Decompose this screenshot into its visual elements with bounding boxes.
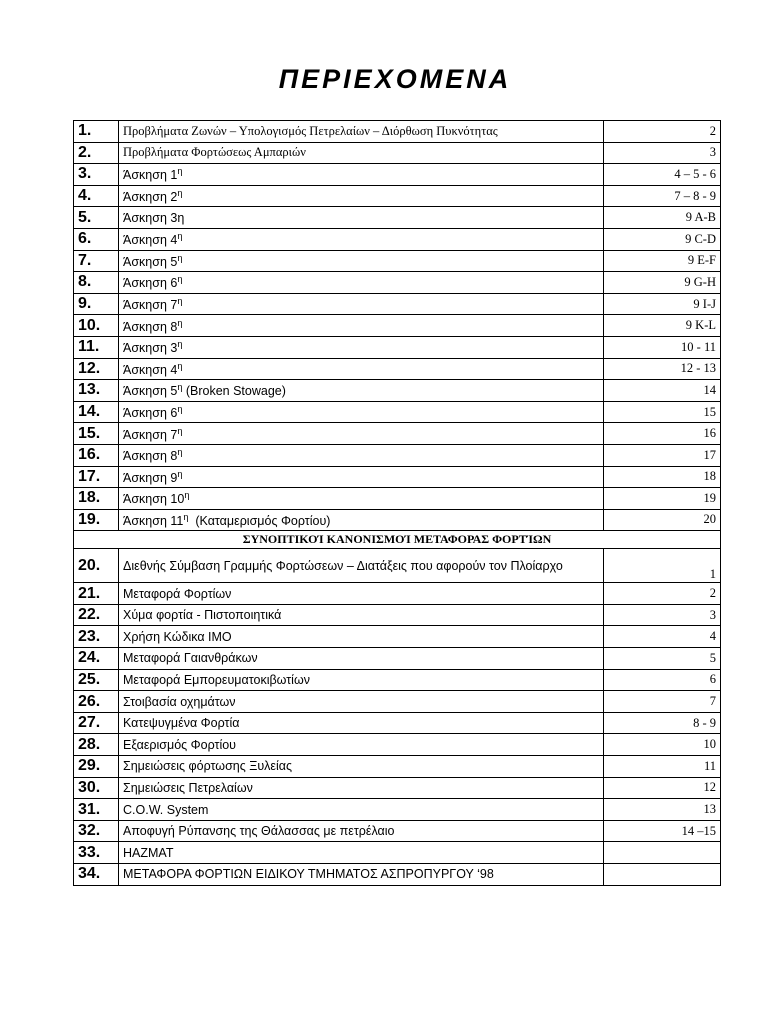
entry-page: 10 - 11 bbox=[604, 336, 721, 358]
entry-number: 34. bbox=[74, 864, 119, 886]
toc-row bbox=[74, 142, 721, 164]
entry-title-suffix: (Καταμερισμός Φορτίου) bbox=[188, 514, 331, 529]
entry-title bbox=[119, 756, 604, 778]
toc-row bbox=[74, 509, 721, 531]
entry-title bbox=[119, 712, 604, 734]
entry-number: 25. bbox=[74, 669, 119, 691]
page-title: ΠΕΡΙΕΧΟΜΕΝΑ bbox=[278, 64, 512, 94]
entry-title-text: Άσκηση 3η bbox=[123, 210, 185, 225]
entry-page: 3 bbox=[604, 604, 721, 626]
toc-row bbox=[74, 604, 721, 626]
entry-page bbox=[604, 842, 721, 864]
entry-title-ordinal: η bbox=[177, 295, 183, 306]
entry-number: 28. bbox=[74, 734, 119, 756]
entry-title-text: Αποφυγή Ρύπανσης της Θάλασσας με πετρέλαιο bbox=[123, 824, 395, 839]
entry-page: 16 bbox=[604, 423, 721, 445]
entry-title-text: Άσκηση 10 bbox=[123, 492, 185, 507]
entry-title bbox=[119, 488, 604, 510]
entry-title bbox=[119, 272, 604, 294]
toc-row bbox=[74, 488, 721, 510]
entry-page: 14 bbox=[604, 380, 721, 402]
entry-number: 6. bbox=[74, 228, 119, 250]
entry-title bbox=[119, 799, 604, 821]
entry-title bbox=[119, 820, 604, 842]
entry-number: 17. bbox=[74, 466, 119, 488]
toc-row bbox=[74, 444, 721, 466]
entry-title-text: Άσκηση 4 bbox=[123, 362, 178, 377]
entry-number: 2. bbox=[74, 142, 119, 164]
entry-title bbox=[119, 250, 604, 272]
entry-page: 9 A-B bbox=[604, 207, 721, 229]
entry-title-text: Σημειώσεις Πετρελαίων bbox=[123, 780, 253, 795]
toc-row bbox=[74, 756, 721, 778]
entry-number: 5. bbox=[74, 207, 119, 229]
toc-row bbox=[74, 626, 721, 648]
section-heading: ΣΥΝΟΠΤΙΚΟΊ ΚΑΝΟΝΙΣΜΟΊ ΜΕΤΑΦΟΡΑΣ ΦΟΡΤΊΩΝ bbox=[74, 531, 721, 549]
entry-number: 24. bbox=[74, 648, 119, 670]
entry-title-ordinal: η bbox=[177, 252, 183, 263]
toc-row bbox=[74, 228, 721, 250]
entry-title-ordinal: η bbox=[177, 274, 183, 285]
entry-title-ordinal: η bbox=[177, 188, 183, 198]
entry-page: 4 – 5 - 6 bbox=[604, 164, 721, 186]
entry-title-text: Εξαερισμός Φορτίου bbox=[123, 737, 237, 752]
entry-title-text: Διεθνής Σύμβαση Γραμμής Φορτώσεων – Διατάξεις που αφορούν τον Πλοίαρχο bbox=[123, 558, 563, 573]
toc-table bbox=[73, 120, 721, 886]
toc-row bbox=[74, 691, 721, 713]
toc-row bbox=[74, 380, 721, 402]
entry-number: 12. bbox=[74, 358, 119, 380]
entry-page: 9 I-J bbox=[604, 293, 721, 315]
entry-number: 29. bbox=[74, 756, 119, 778]
entry-number: 21. bbox=[74, 583, 119, 605]
entry-page: 20 bbox=[604, 509, 721, 531]
entry-title bbox=[119, 626, 604, 648]
entry-page bbox=[604, 864, 721, 886]
entry-page: 6 bbox=[604, 669, 721, 691]
entry-number: 9. bbox=[74, 293, 119, 315]
entry-number: 19. bbox=[74, 509, 119, 531]
entry-page: 7 bbox=[604, 691, 721, 713]
entry-number: 4. bbox=[74, 185, 119, 207]
entry-page: 9 C-D bbox=[604, 228, 721, 250]
entry-title bbox=[119, 164, 604, 186]
entry-title bbox=[119, 423, 604, 445]
entry-title-text: Μεταφορά Εμπορευματοκιβωτίων bbox=[123, 672, 310, 687]
entry-number: 14. bbox=[74, 401, 119, 423]
entry-title bbox=[119, 315, 604, 337]
entry-title-ordinal: η bbox=[177, 382, 183, 393]
toc-row bbox=[74, 121, 721, 143]
toc-row bbox=[74, 207, 721, 229]
entry-page: 9 G-H bbox=[604, 272, 721, 294]
toc-row bbox=[74, 842, 721, 864]
entry-number: 33. bbox=[74, 842, 119, 864]
entry-title-text: C.O.W. System bbox=[123, 802, 209, 817]
entry-page: 5 bbox=[604, 648, 721, 670]
entry-title bbox=[119, 121, 604, 143]
entry-title-suffix: (Broken Stowage) bbox=[182, 384, 286, 399]
entry-title bbox=[119, 401, 604, 423]
entry-number: 10. bbox=[74, 315, 119, 337]
entry-title-text: Στοιβασία οχημάτων bbox=[123, 694, 236, 709]
entry-title-ordinal: η bbox=[177, 403, 183, 414]
toc-body bbox=[74, 121, 721, 886]
entry-number: 22. bbox=[74, 604, 119, 626]
entry-number: 1. bbox=[74, 121, 119, 143]
entry-title-text: Χύμα φορτία - Πιστοποιητικά bbox=[123, 608, 282, 623]
entry-title-ordinal: η bbox=[177, 231, 183, 242]
entry-page: 9 K-L bbox=[604, 315, 721, 337]
entry-title-text: Μεταφορά Γαιανθράκων bbox=[123, 651, 258, 666]
entry-title-text: Μεταφορά Φορτίων bbox=[123, 586, 232, 601]
entry-title-ordinal: η bbox=[184, 490, 190, 501]
entry-page: 2 bbox=[604, 121, 721, 143]
toc-row bbox=[74, 185, 721, 207]
entry-page: 12 - 13 bbox=[604, 358, 721, 380]
toc-row bbox=[74, 401, 721, 423]
entry-title-text: Άσκηση 9 bbox=[123, 470, 178, 485]
toc-row bbox=[74, 799, 721, 821]
toc-row bbox=[74, 423, 721, 445]
section-heading-row bbox=[74, 531, 721, 549]
entry-title bbox=[119, 648, 604, 670]
entry-number: 23. bbox=[74, 626, 119, 648]
entry-title-text: Άσκηση 2 bbox=[123, 190, 178, 205]
entry-title-text: Άσκηση 7 bbox=[123, 427, 178, 442]
entry-number: 20. bbox=[74, 549, 119, 583]
toc-row bbox=[74, 164, 721, 186]
entry-title bbox=[119, 777, 604, 799]
toc-row bbox=[74, 336, 721, 358]
entry-title bbox=[119, 228, 604, 250]
entry-page: 18 bbox=[604, 466, 721, 488]
entry-title bbox=[119, 293, 604, 315]
entry-title-text: Άσκηση 8 bbox=[123, 449, 178, 464]
entry-number: 15. bbox=[74, 423, 119, 445]
entry-title-ordinal: η bbox=[177, 425, 183, 436]
entry-number: 30. bbox=[74, 777, 119, 799]
entry-title bbox=[119, 734, 604, 756]
entry-page: 3 bbox=[604, 142, 721, 164]
entry-title-text: Άσκηση 1 bbox=[123, 168, 178, 183]
entry-page: 13 bbox=[604, 799, 721, 821]
toc-row bbox=[74, 315, 721, 337]
entry-title-ordinal: η bbox=[183, 511, 189, 522]
entry-title-ordinal: η bbox=[177, 317, 183, 328]
entry-title-text: Προβλήματα Φορτώσεως Αμπαριών bbox=[123, 145, 306, 160]
entry-title-text: Άσκηση 4 bbox=[123, 233, 178, 248]
toc-row bbox=[74, 250, 721, 272]
entry-title-text: Άσκηση 7 bbox=[123, 298, 178, 313]
entry-title-text: Κατεψυγμένα Φορτία bbox=[123, 716, 240, 731]
entry-page: 9 E-F bbox=[604, 250, 721, 272]
entry-page: 12 bbox=[604, 777, 721, 799]
entry-number: 3. bbox=[74, 164, 119, 186]
entry-title bbox=[119, 864, 604, 886]
toc-row bbox=[74, 648, 721, 670]
entry-number: 27. bbox=[74, 712, 119, 734]
entry-title bbox=[119, 444, 604, 466]
entry-title-text: Άσκηση 5 bbox=[123, 254, 178, 269]
entry-number: 11. bbox=[74, 336, 119, 358]
entry-title bbox=[119, 336, 604, 358]
entry-title-text: ΜΕΤΑΦΟΡΑ ΦΟΡΤΙΩΝ ΕΙΔΙΚΟΥ ΤΜΗΜΑΤΟΣ ΑΣΠΡΟΠΥΡΓΟΥ ‘98 bbox=[123, 867, 494, 882]
entry-title bbox=[119, 549, 604, 583]
toc-row bbox=[74, 466, 721, 488]
entry-number: 18. bbox=[74, 488, 119, 510]
entry-page: 7 – 8 - 9 bbox=[604, 185, 721, 207]
entry-title bbox=[119, 380, 604, 402]
toc-row bbox=[74, 583, 721, 605]
toc-row bbox=[74, 712, 721, 734]
toc-row bbox=[74, 669, 721, 691]
entry-page: 10 bbox=[604, 734, 721, 756]
entry-number: 8. bbox=[74, 272, 119, 294]
entry-title bbox=[119, 691, 604, 713]
entry-page: 2 bbox=[604, 583, 721, 605]
entry-page: 8 - 9 bbox=[604, 712, 721, 734]
entry-number: 13. bbox=[74, 380, 119, 402]
entry-title-text: Χρήση Κώδικα ΙΜΟ bbox=[123, 629, 232, 644]
entry-title-ordinal: η bbox=[177, 447, 183, 458]
entry-number: 16. bbox=[74, 444, 119, 466]
entry-title bbox=[119, 509, 604, 531]
entry-title bbox=[119, 358, 604, 380]
entry-number: 26. bbox=[74, 691, 119, 713]
entry-title-ordinal: η bbox=[177, 166, 183, 177]
entry-title bbox=[119, 583, 604, 605]
entry-page: 14 –15 bbox=[604, 820, 721, 842]
entry-title bbox=[119, 207, 604, 229]
toc-row bbox=[74, 864, 721, 886]
entry-number: 7. bbox=[74, 250, 119, 272]
entry-title-text: Άσκηση 3 bbox=[123, 341, 178, 356]
entry-title-text: HAZMAT bbox=[123, 845, 174, 860]
entry-number: 32. bbox=[74, 820, 119, 842]
entry-title bbox=[119, 185, 604, 207]
toc-row bbox=[74, 272, 721, 294]
entry-page: 11 bbox=[604, 756, 721, 778]
entry-page: 19 bbox=[604, 488, 721, 510]
entry-page: 17 bbox=[604, 444, 721, 466]
toc-row bbox=[74, 734, 721, 756]
entry-title-text: Άσκηση 11 bbox=[123, 514, 184, 529]
toc-row bbox=[74, 549, 721, 583]
entry-title-text: Προβλήματα Ζωνών – Υπολογισμός Πετρελαίων – Διόρθωση Πυκνότητας bbox=[123, 123, 498, 138]
entry-title-text: Άσκηση 6 bbox=[123, 276, 178, 291]
entry-title-ordinal: η bbox=[177, 339, 183, 350]
entry-number: 31. bbox=[74, 799, 119, 821]
entry-title bbox=[119, 142, 604, 164]
entry-title bbox=[119, 842, 604, 864]
entry-page: 4 bbox=[604, 626, 721, 648]
entry-title-ordinal: η bbox=[177, 360, 183, 371]
toc-row bbox=[74, 777, 721, 799]
entry-title-text: Σημειώσεις φόρτωσης Ξυλείας bbox=[123, 759, 293, 774]
entry-title-ordinal: η bbox=[177, 468, 183, 479]
entry-title bbox=[119, 466, 604, 488]
entry-title bbox=[119, 669, 604, 691]
toc-row bbox=[74, 820, 721, 842]
toc-row bbox=[74, 358, 721, 380]
entry-page: 15 bbox=[604, 401, 721, 423]
toc-row bbox=[74, 293, 721, 315]
entry-page: 1 bbox=[604, 549, 721, 583]
entry-title bbox=[119, 604, 604, 626]
entry-title-text: Άσκηση 6 bbox=[123, 406, 178, 421]
entry-title-text: Άσκηση 8 bbox=[123, 319, 178, 334]
entry-title-text: Άσκηση 5 bbox=[123, 384, 178, 399]
